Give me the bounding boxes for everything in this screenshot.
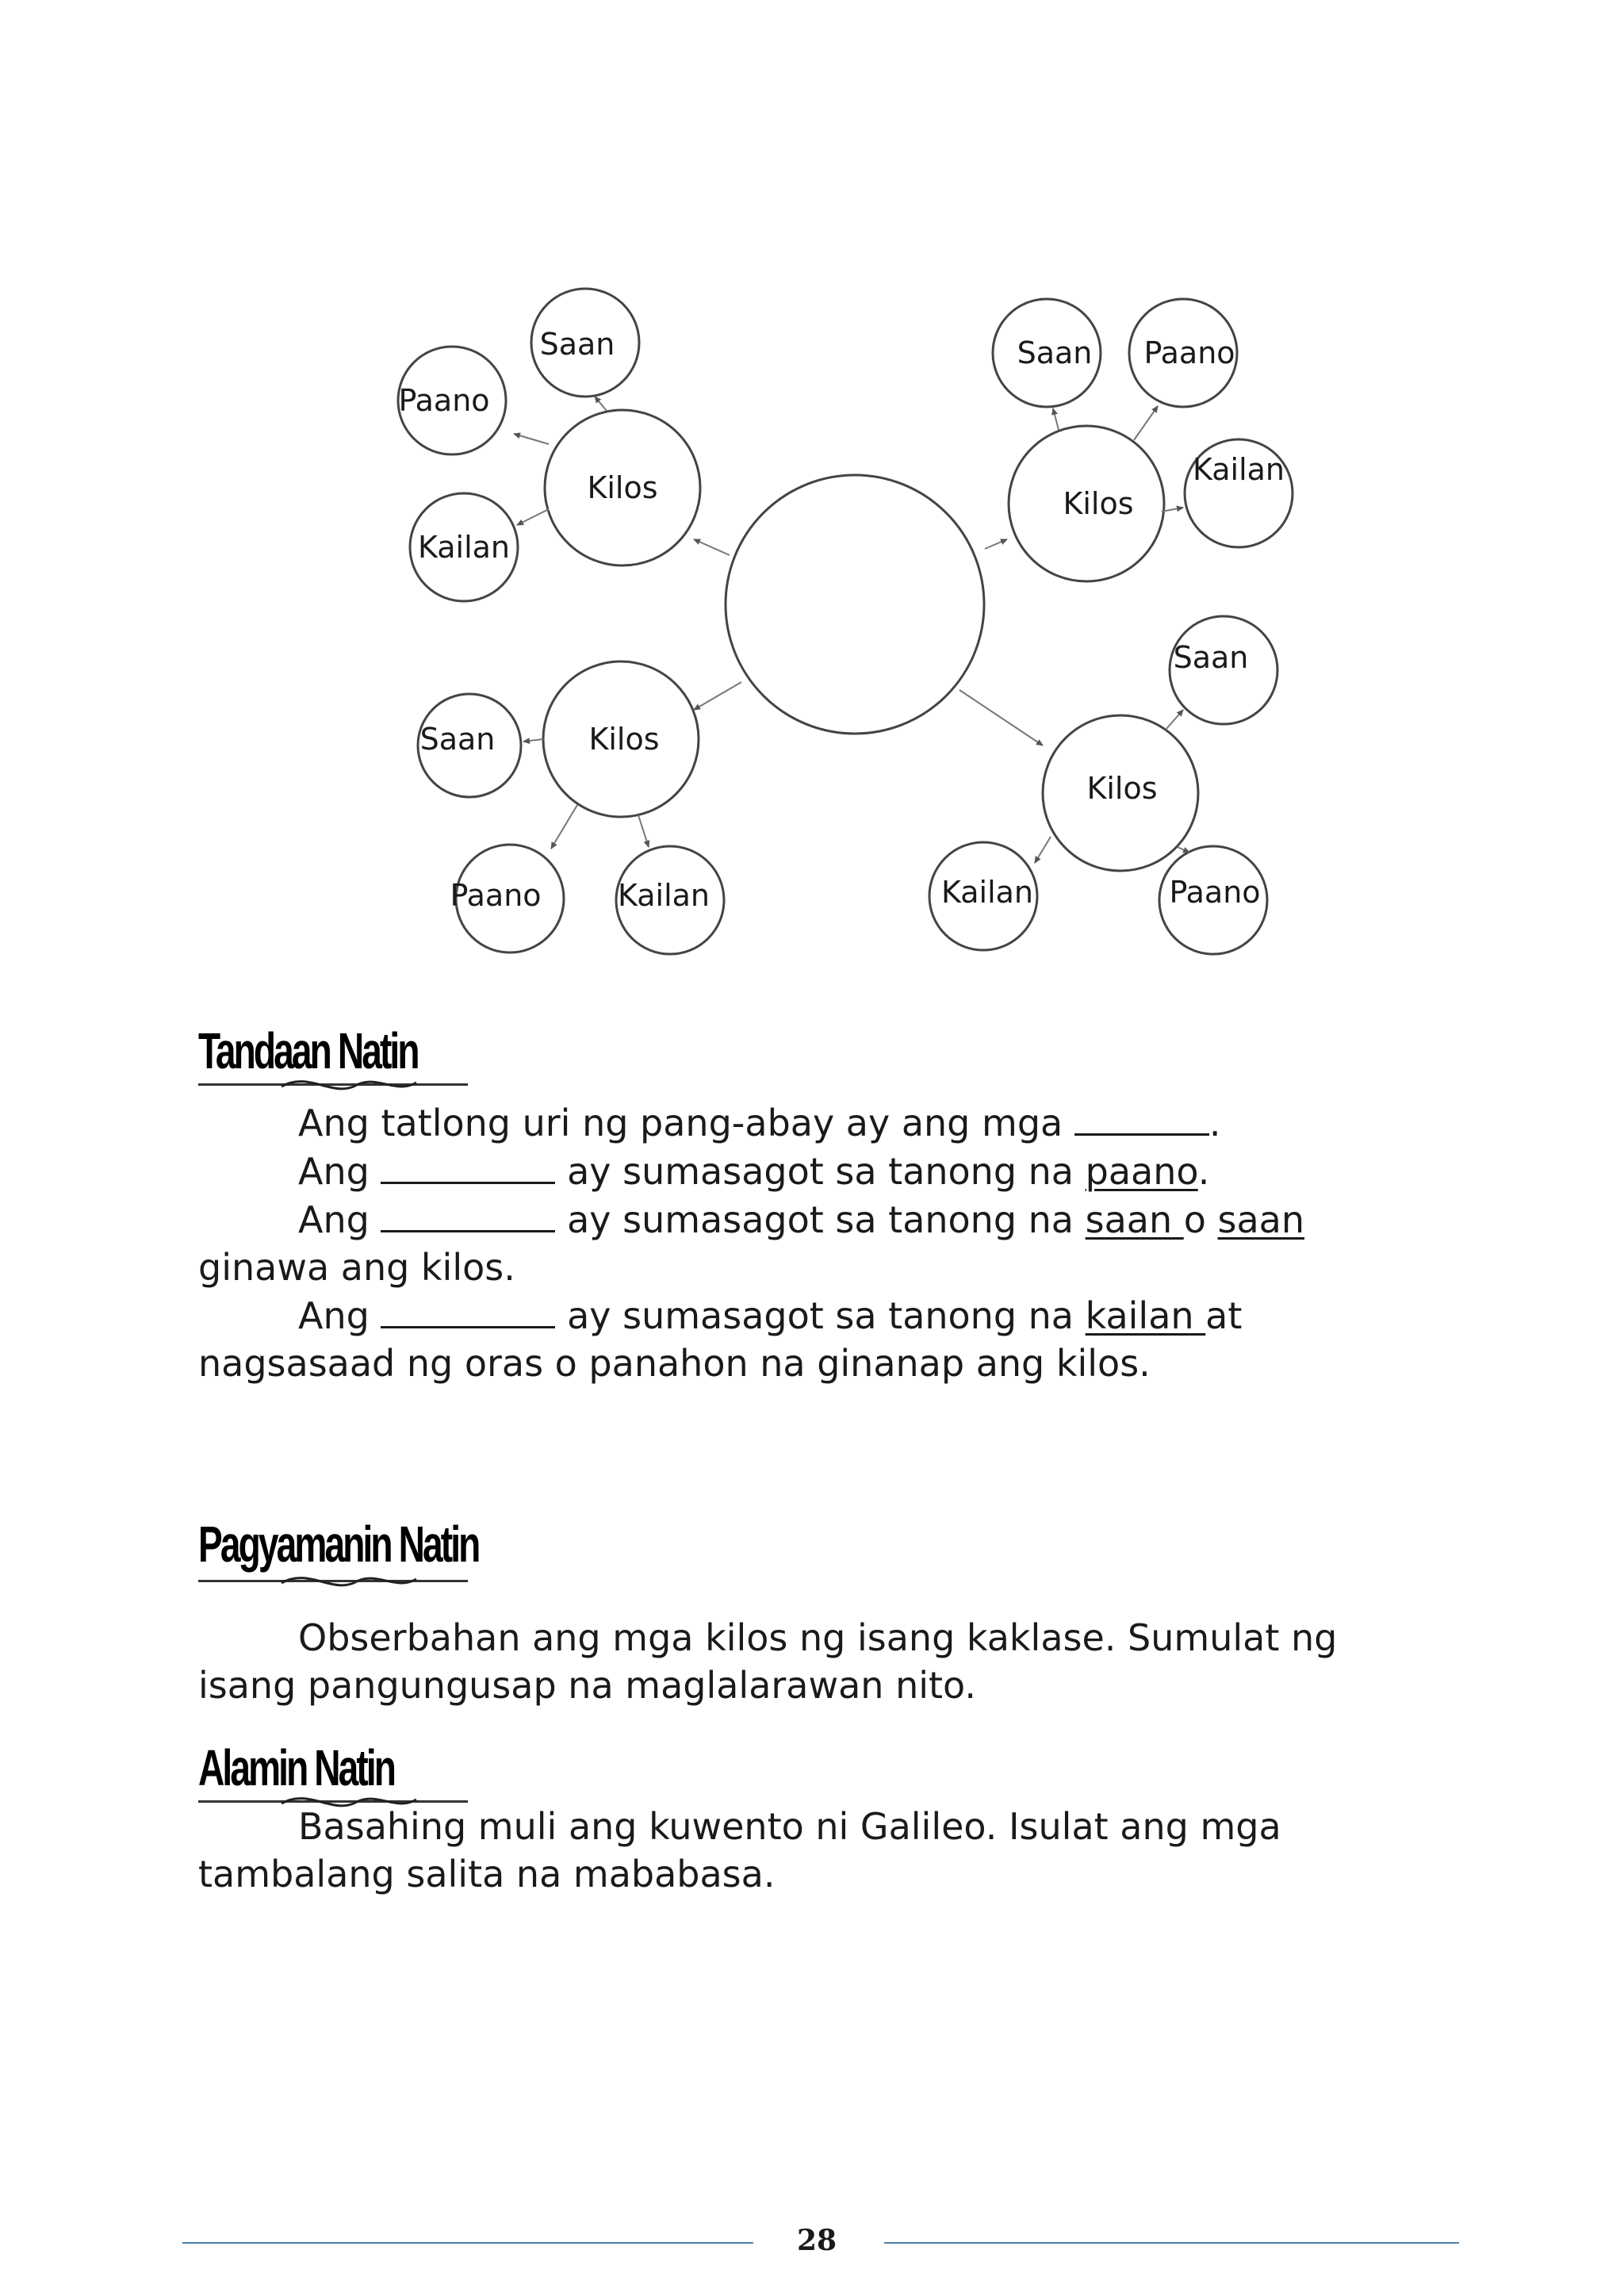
saan-label: Saan <box>1173 640 1249 675</box>
blank-field[interactable] <box>1074 1098 1209 1136</box>
alamin-line-1: Basahing muli ang kuwento ni Galileo. Isulat ang mga <box>298 1805 1281 1848</box>
blank-field[interactable] <box>381 1195 555 1232</box>
paano-label: Paano <box>1169 875 1261 910</box>
saan-label: Saan <box>419 722 496 757</box>
saan-label: Saan <box>539 327 615 362</box>
pagyamanin-line-2: isang pangungusap na maglalarawan nito. <box>198 1664 977 1707</box>
blank-field[interactable] <box>381 1291 555 1328</box>
blank-field[interactable] <box>381 1147 555 1184</box>
kailan-label: Kailan <box>1192 452 1285 487</box>
pagyamanin-swash-ornament <box>278 1567 420 1599</box>
tandaan-line-6: nagsasaad ng oras o panahon na ginanap ang kilos. <box>198 1342 1151 1385</box>
kilos-label: Kilos <box>587 470 658 505</box>
tandaan-line-3: Ang ay sumasagot sa tanong na saan o saan <box>198 1195 1435 1244</box>
kilos-label: Kilos <box>1063 486 1134 521</box>
kilos-label: Kilos <box>1086 771 1158 806</box>
kailan-label: Kailan <box>617 878 710 913</box>
kilos-label: Kilos <box>588 722 660 757</box>
pagyamanin-line-1: Obserbahan ang mga kilos ng isang kaklase. Sumulat ng <box>298 1616 1338 1659</box>
tandaan-line-2: Ang ay sumasagot sa tanong na paano. <box>198 1147 1435 1195</box>
center-circle <box>726 475 984 734</box>
pagyamanin-body <box>198 1614 1435 1709</box>
paano-label: Paano <box>450 878 542 913</box>
page-number: 28 <box>796 2224 837 2257</box>
tandaan-line-1: Ang tatlong uri ng pang-abay ay ang mga . <box>198 1098 1435 1147</box>
kailan-label: Kailan <box>940 875 1034 910</box>
alamin-body <box>198 1803 1435 1898</box>
saan-label: Saan <box>1017 335 1093 370</box>
alamin-title: Alamin Natin <box>198 1739 395 1796</box>
footer-rule-right <box>884 2242 1459 2244</box>
paano-label: Paano <box>1143 335 1235 370</box>
tandaan-line-4: ginawa ang kilos. <box>198 1246 515 1289</box>
footer-rule-left <box>182 2242 753 2244</box>
alamin-line-2: tambalang salita na mababasa. <box>198 1853 776 1895</box>
tandaan-line-5: Ang ay sumasagot sa tanong na kailan at <box>198 1291 1435 1340</box>
tandaan-title: Tandaan Natin <box>198 1022 418 1079</box>
kailan-label: Kailan <box>417 530 511 565</box>
word-web-diagram <box>381 278 1300 960</box>
tandaan-body <box>198 1098 1435 1387</box>
tandaan-swash-ornament <box>278 1071 420 1102</box>
pagyamanin-title: Pagyamanin Natin <box>198 1516 479 1573</box>
paano-label: Paano <box>398 383 490 418</box>
